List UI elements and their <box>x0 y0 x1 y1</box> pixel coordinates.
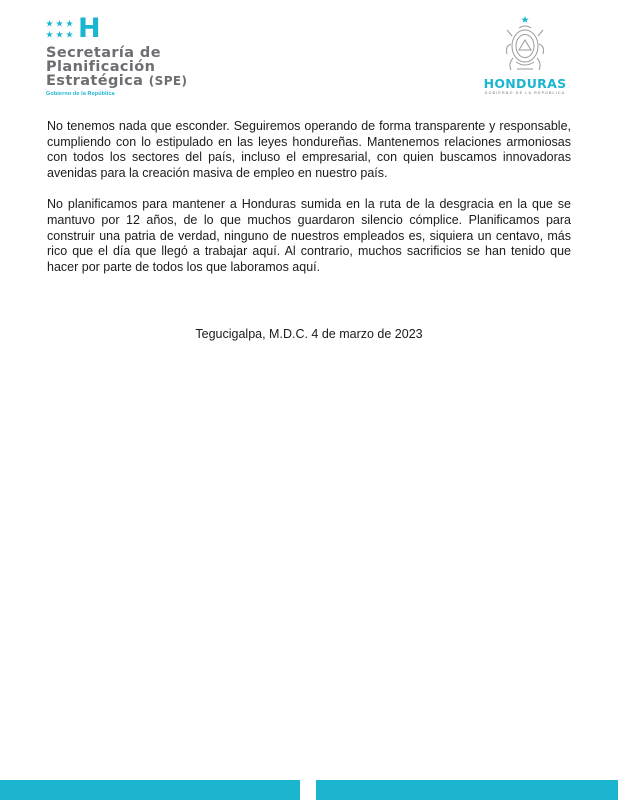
spe-subtitle: Gobierno de la República <box>46 91 115 97</box>
footer-bar-segment <box>0 780 300 800</box>
paragraph: No tenemos nada que esconder. Seguiremos operando de forma transparente y responsable, cumpliendo con lo estipulado en las leyes hondureñas. Mantenemos relaciones armoniosas con todos los sectores del país, incluso el empresarial, con quien buscamos innovadoras avenidas para la creación masiva de empleo en nuestro país. <box>47 119 571 180</box>
star-icon <box>46 20 53 27</box>
spe-logo <box>46 13 196 97</box>
spe-name <box>46 46 196 88</box>
honduras-title: HONDURAS <box>483 76 567 91</box>
footer-bar-gap <box>300 780 316 800</box>
document-body <box>47 119 571 291</box>
spe-h-mark: H <box>78 13 101 44</box>
coat-of-arms-icon <box>495 14 555 76</box>
spe-name-line1: Secretaría de <box>46 45 161 61</box>
signoff-place-date: Tegucigalpa, M.D.C. 4 de marzo de 2023 <box>195 327 423 341</box>
spe-mark <box>46 13 196 44</box>
star-icon <box>46 31 53 38</box>
spe-abbreviation: (SPE) <box>148 74 188 88</box>
spe-name-line2: Planificación <box>46 59 156 75</box>
footer-bar-segment <box>316 780 618 800</box>
star-icon <box>66 31 73 38</box>
star-icon <box>56 20 63 27</box>
honduras-logo <box>478 14 572 95</box>
honduras-subtitle: GOBIERNO DE LA REPÚBLICA <box>484 91 566 95</box>
footer-bar <box>0 780 618 800</box>
paragraph: No planificamos para mantener a Honduras sumida en la ruta de la desgracia en la que se mantuvo por 12 años, de lo que muchos guardaron silencio cómplice. Planificamos para construir una patria de verdad, ninguno de nuestros empleados es, siquiera un centavo, más rico que el día que llegó a trabajar aquí. Al contrario, muchos sacrificios se han tenido que hacer por parte de todos los que laboramos aquí. <box>47 197 571 274</box>
star-icon <box>56 31 63 38</box>
spe-name-line3 <box>46 74 196 88</box>
star-icon <box>66 20 73 27</box>
spe-name-line3-text: Estratégica <box>46 73 144 89</box>
